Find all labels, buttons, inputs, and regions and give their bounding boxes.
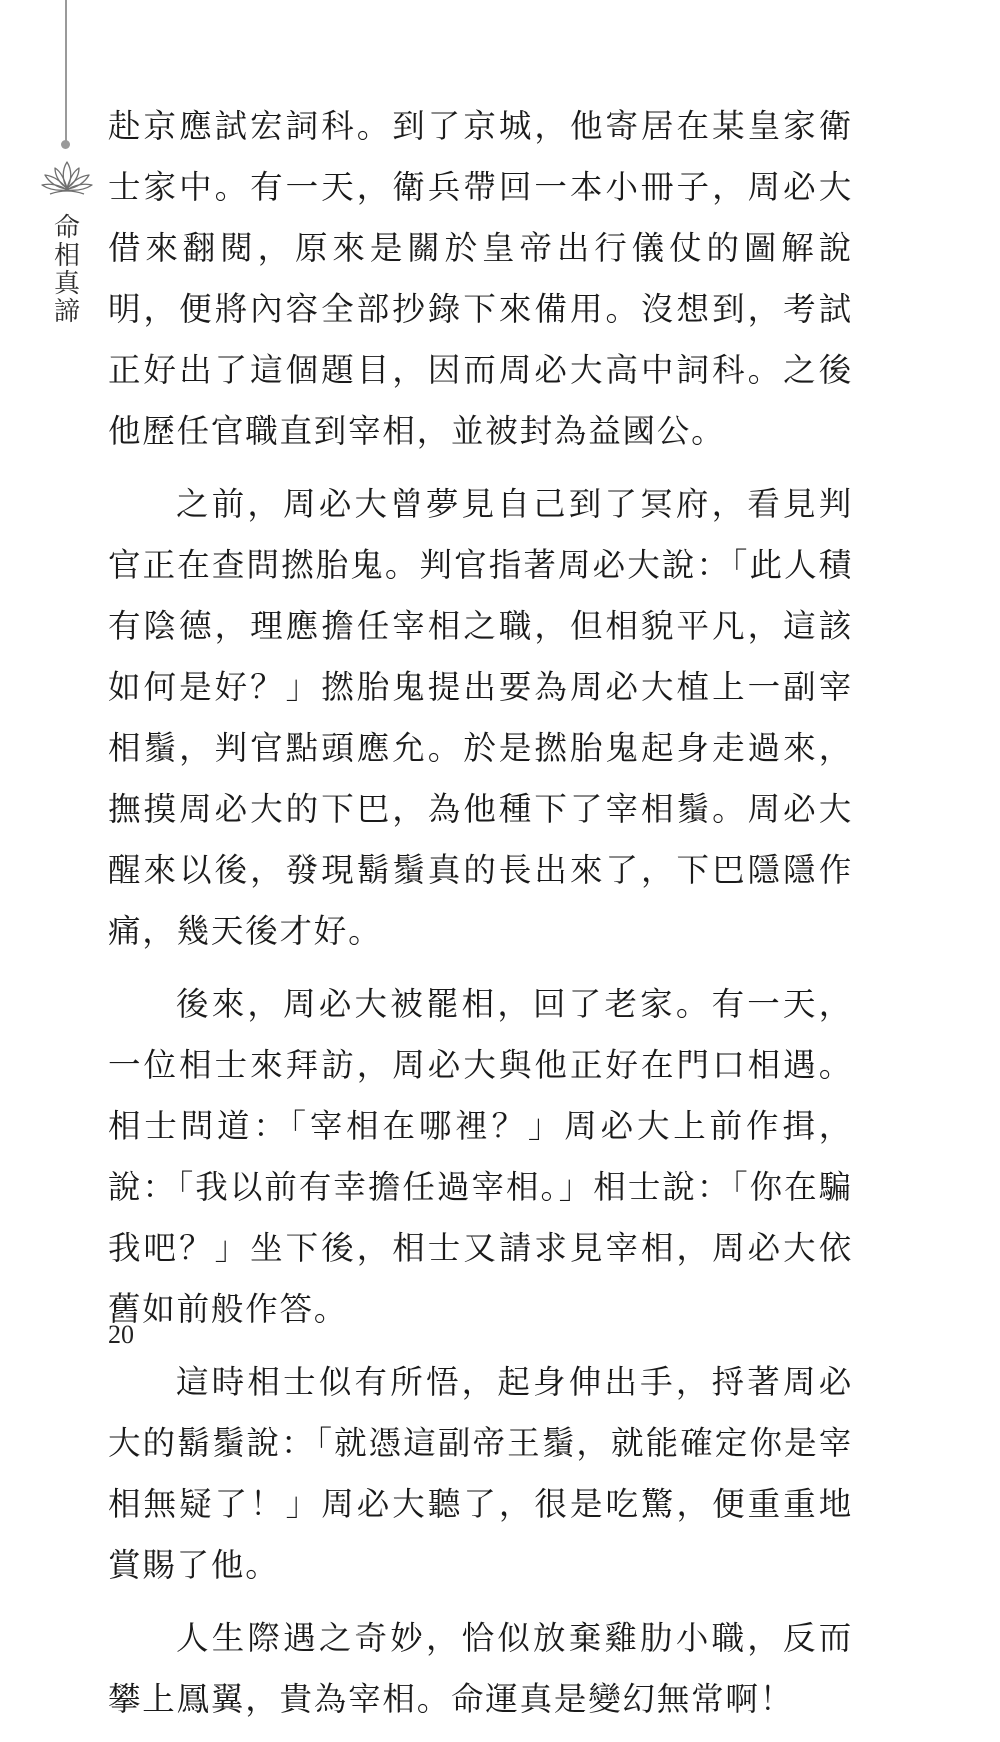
lotus-icon — [40, 158, 94, 198]
paragraph: 人生際遇之奇妙，恰似放棄雞肋小職，反而攀上鳳翼，貴為宰相。命運真是變幻無常啊！ — [108, 1619, 853, 1718]
side-rule-dot — [61, 140, 70, 149]
page-number: 20 — [108, 1320, 134, 1349]
book-title-char: 真 — [53, 269, 80, 299]
book-title-vertical — [52, 214, 82, 326]
book-title-char: 命 — [53, 213, 80, 243]
paragraph: 這時相士似有所悟，起身伸出手，捋著周必大的鬍鬚說：「就憑這副帝王鬚，就能確定你是宰相無疑了！」周必大聽了，很是吃驚，便重重地賞賜了他。 — [108, 1363, 853, 1584]
book-title-char: 相 — [53, 241, 80, 271]
paragraph: 後來，周必大被罷相，回了老家。有一天，一位相士來拜訪，周必大與他正好在門口相遇。相士問道：「宰相在哪裡？」周必大上前作揖，說：「我以前有幸擔任過宰相。」相士說：「你在騙我吧？」坐下後，相士又請求見宰相，周必大依舊如前般作答。 — [108, 985, 853, 1328]
paragraph: 之前，周必大曾夢見自己到了冥府，看見判官正在查問撚胎鬼。判官指著周必大說：「此人積有陰德，理應擔任宰相之職，但相貌平凡，這該如何是好？」撚胎鬼提出要為周必大植上一副宰相鬚，判官點頭應允。於是撚胎鬼起身走過來，撫摸周必大的下巴，為他種下了宰相鬚。周必大醒來以後，發現鬍鬚真的長出來了，下巴隱隱作痛，幾天後才好。 — [108, 485, 853, 950]
paragraph-continued: 赴京應試宏詞科。到了京城，他寄居在某皇家衛士家中。有一天，衛兵帶回一本小冊子，周必大借來翻閱，原來是關於皇帝出行儀仗的圖解說明，便將內容全部抄錄下來備用。沒想到，考試正好出了這個題目，因而周必大高中詞科。之後他歷任官職直到宰相，並被封為益國公。 — [108, 107, 853, 450]
side-rule — [65, 0, 67, 143]
book-title-char: 諦 — [53, 297, 80, 327]
body-text — [108, 96, 853, 1742]
